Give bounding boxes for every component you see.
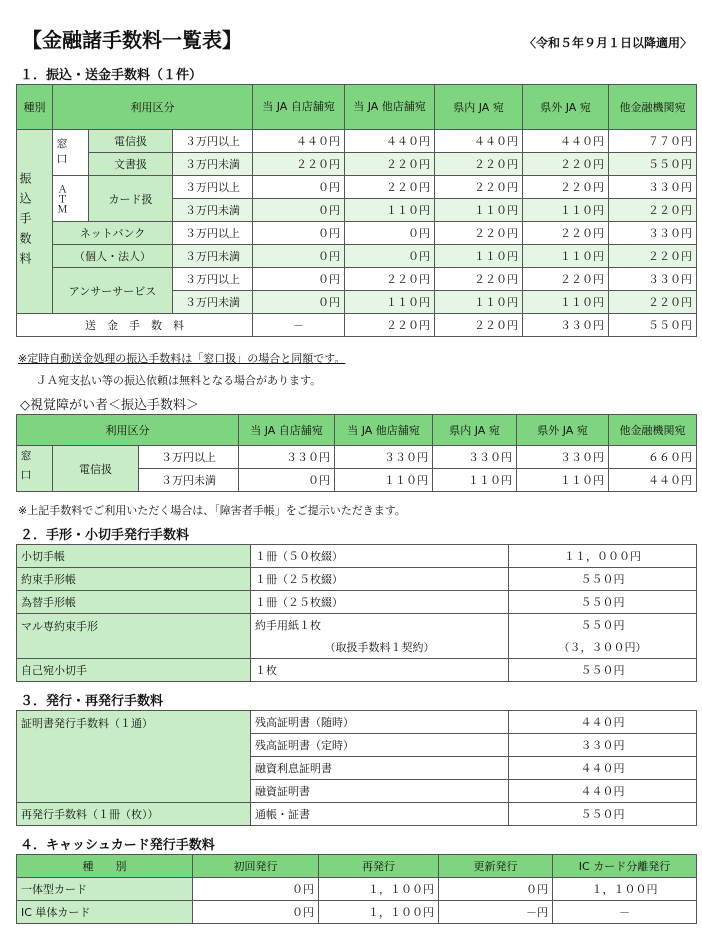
issuance-fee-table bbox=[16, 710, 697, 826]
col-header-other-branch: 当 JA 他店舗宛 bbox=[335, 415, 433, 446]
row-amount: ３万円以上 bbox=[139, 446, 239, 469]
col-header-prefecture-ja: 県内 JA 宛 bbox=[433, 415, 517, 446]
row-amount: ３万円未満 bbox=[173, 199, 253, 222]
row-sub: ネットバンク bbox=[53, 222, 173, 245]
fee-cell: ５５０円 bbox=[609, 314, 697, 337]
fee-cell: ３３０円 bbox=[433, 446, 517, 469]
fee-cell: ０円 bbox=[253, 291, 345, 314]
fee-cell: ０円 bbox=[345, 222, 435, 245]
row-sub: アンサーサービス bbox=[53, 268, 173, 314]
counter-label: 窓口 bbox=[55, 137, 68, 168]
row-amount: ３万円未満 bbox=[173, 291, 253, 314]
fee-cell: １，１００円 bbox=[319, 878, 439, 901]
item-desc: 通帳・証書 bbox=[251, 803, 509, 826]
row-sub: 電信扱 bbox=[89, 130, 173, 153]
fee-cell: ６６０円 bbox=[609, 446, 697, 469]
fee-cell: ２２０円 bbox=[345, 176, 435, 199]
col-header-initial: 初回発行 bbox=[193, 855, 319, 878]
fee-cell: ２２０円 bbox=[345, 268, 435, 291]
counter-cell bbox=[53, 130, 89, 176]
fee-cell: ３３０円 bbox=[335, 446, 433, 469]
fee-cell: ２２０円 bbox=[523, 176, 609, 199]
fee-cell: ２２０円 bbox=[435, 268, 523, 291]
fee-cell: ０円 bbox=[253, 245, 345, 268]
row-sub: （個人・法人） bbox=[53, 245, 173, 268]
fee-cell: － bbox=[253, 314, 345, 337]
fee-cell: １１０円 bbox=[345, 291, 435, 314]
item-desc: １枚 bbox=[251, 659, 509, 682]
bill-check-fee-table bbox=[16, 544, 697, 682]
fee-cell: ２２０円 bbox=[609, 199, 697, 222]
item-desc: 融資証明書 bbox=[251, 780, 509, 803]
item-desc: １冊（２５枚綴） bbox=[251, 568, 509, 591]
fee-cell: １１０円 bbox=[435, 291, 523, 314]
col-header-ic-separate: IC カード分離発行 bbox=[553, 855, 697, 878]
fee-cell: １１０円 bbox=[523, 245, 609, 268]
item-name: 再発行手数料（１冊（枚）） bbox=[17, 803, 251, 826]
cash-card-fee-table bbox=[16, 854, 697, 924]
fee-cell: ０円 bbox=[253, 222, 345, 245]
counter-label: 窓口 bbox=[19, 449, 32, 488]
item-name: 小切手帳 bbox=[17, 545, 251, 568]
fee-cell: １１０円 bbox=[335, 469, 433, 492]
fee-cell: ０円 bbox=[345, 245, 435, 268]
row-amount: ３万円未満 bbox=[173, 153, 253, 176]
type-label: 振込手数料 bbox=[18, 171, 32, 272]
item-desc: 残高証明書（随時） bbox=[251, 711, 509, 734]
card-type: IC 単体カード bbox=[17, 901, 193, 924]
visually-impaired-fee-table bbox=[16, 414, 697, 492]
fee-cell: ２２０円 bbox=[523, 268, 609, 291]
atm-cell bbox=[53, 176, 89, 222]
fee-cell: ２２０円 bbox=[435, 176, 523, 199]
fee-cell: ３３０円 bbox=[239, 446, 335, 469]
note-disability-card: ※上記手数料でご利用いただく場合は、「障害者手帳」をご提示いただきます。 bbox=[18, 504, 406, 517]
fee-cell: － bbox=[553, 901, 697, 924]
fee-cell: ４４０円 bbox=[435, 130, 523, 153]
fee-cell: ２２０円 bbox=[435, 314, 523, 337]
fee-cell: ３３０円 bbox=[609, 222, 697, 245]
item-fee: ５５０円 bbox=[509, 568, 697, 591]
fee-cell: １，１００円 bbox=[553, 878, 697, 901]
effective-date: 〈令和５年９月１日以降適用〉 bbox=[523, 36, 692, 50]
item-desc: １冊（５０枚綴） bbox=[251, 545, 509, 568]
item-fee: ４４０円 bbox=[509, 711, 697, 734]
item-name: 約束手形帳 bbox=[17, 568, 251, 591]
col-header-type: 種別 bbox=[17, 85, 53, 130]
fee-cell: －円 bbox=[439, 901, 553, 924]
fee-cell: １１０円 bbox=[345, 199, 435, 222]
fee-cell: ２２０円 bbox=[523, 153, 609, 176]
fee-cell: １１０円 bbox=[517, 469, 609, 492]
col-header-renewal: 更新発行 bbox=[439, 855, 553, 878]
col-header-usage: 利用区分 bbox=[53, 85, 253, 130]
atm-label: ＡＴＭ bbox=[55, 183, 66, 214]
fee-cell: １１０円 bbox=[523, 291, 609, 314]
fee-cell: ３３０円 bbox=[609, 268, 697, 291]
counter-cell bbox=[17, 446, 53, 492]
fee-cell: ４４０円 bbox=[253, 130, 345, 153]
item-fee: ４４０円 bbox=[509, 780, 697, 803]
fee-cell: ３３０円 bbox=[609, 176, 697, 199]
item-fee: ３３０円 bbox=[509, 734, 697, 757]
fee-cell: ４４０円 bbox=[523, 130, 609, 153]
item-desc: 融資利息証明書 bbox=[251, 757, 509, 780]
item-name: 自己宛小切手 bbox=[17, 659, 251, 682]
row-sub: カード扱 bbox=[89, 176, 173, 222]
col-header-prefecture-ja: 県内 JA 宛 bbox=[435, 85, 523, 130]
fee-cell: ０円 bbox=[439, 878, 553, 901]
note-scheduled-transfer: ※定時自動送金処理の振込手数料は「窓口扱」の場合と同額です。 bbox=[18, 352, 346, 365]
fee-cell: ２２０円 bbox=[345, 314, 435, 337]
col-header-other-pref-ja: 県外 JA 宛 bbox=[523, 85, 609, 130]
fee-cell: １１０円 bbox=[435, 245, 523, 268]
type-label-cell bbox=[17, 130, 53, 314]
fee-cell: ２２０円 bbox=[609, 245, 697, 268]
fee-cell: ２２０円 bbox=[609, 291, 697, 314]
col-header-other-bank: 他金融機関宛 bbox=[609, 85, 697, 130]
fee-cell: ５５０円 bbox=[609, 153, 697, 176]
row-amount: ３万円未満 bbox=[139, 469, 239, 492]
fee-cell: ２２０円 bbox=[435, 153, 523, 176]
fee-cell: ２２０円 bbox=[345, 153, 435, 176]
col-header-other-pref-ja: 県外 JA 宛 bbox=[517, 415, 609, 446]
card-type: 一体型カード bbox=[17, 878, 193, 901]
item-name: マル専約束手形 bbox=[17, 614, 251, 659]
fee-cell: ４４０円 bbox=[609, 469, 697, 492]
fee-cell: ３３０円 bbox=[523, 314, 609, 337]
row-amount: ３万円以上 bbox=[173, 222, 253, 245]
fee-cell: １１０円 bbox=[523, 199, 609, 222]
fee-cell: １１０円 bbox=[435, 199, 523, 222]
remittance-label: 送 金 手 数 料 bbox=[17, 314, 253, 337]
col-header-own-branch: 当 JA 自店舗宛 bbox=[239, 415, 335, 446]
col-header-usage: 利用区分 bbox=[17, 415, 239, 446]
item-desc: 約手用紙１枚 bbox=[251, 614, 509, 637]
row-sub: 文書扱 bbox=[89, 153, 173, 176]
section-4-heading: ４．キャッシュカード発行手数料 bbox=[20, 838, 215, 853]
fee-cell: ７７０円 bbox=[609, 130, 697, 153]
item-fee: ５５０円 bbox=[509, 659, 697, 682]
row-amount: ３万円未満 bbox=[173, 245, 253, 268]
fee-cell: １，１００円 bbox=[319, 901, 439, 924]
section-visually-impaired-heading: ◇視覚障がい者＜振込手数料＞ bbox=[20, 398, 199, 413]
certificate-label: 証明書発行手数料（１通） bbox=[17, 711, 251, 803]
row-amount: ３万円以上 bbox=[173, 176, 253, 199]
section-2-heading: ２．手形・小切手発行手数料 bbox=[20, 528, 190, 543]
fee-cell: ０円 bbox=[193, 901, 319, 924]
item-desc: １冊（２５枚綴） bbox=[251, 591, 509, 614]
item-fee: （３，３００円） bbox=[509, 636, 697, 659]
fee-cell: ２２０円 bbox=[253, 153, 345, 176]
item-fee: ５５０円 bbox=[509, 614, 697, 637]
transfer-fee-table bbox=[16, 84, 697, 337]
row-amount: ３万円以上 bbox=[173, 130, 253, 153]
item-desc: （取扱手数料１契約） bbox=[251, 636, 509, 659]
fee-cell: ３３０円 bbox=[517, 446, 609, 469]
fee-cell: ０円 bbox=[253, 199, 345, 222]
fee-cell: ４４０円 bbox=[345, 130, 435, 153]
col-header-reissue: 再発行 bbox=[319, 855, 439, 878]
fee-cell: ０円 bbox=[253, 268, 345, 291]
item-fee: ５５０円 bbox=[509, 591, 697, 614]
col-header-type: 種 別 bbox=[17, 855, 193, 878]
item-desc: 残高証明書（定時） bbox=[251, 734, 509, 757]
fee-cell: １１０円 bbox=[433, 469, 517, 492]
row-sub: 電信扱 bbox=[53, 446, 139, 492]
item-name: 為替手形帳 bbox=[17, 591, 251, 614]
note-ja-free: ＪＡ宛支払い等の振込依頼は無料となる場合があります。 bbox=[36, 374, 322, 387]
fee-cell: ２２０円 bbox=[523, 222, 609, 245]
fee-cell: ０円 bbox=[193, 878, 319, 901]
col-header-other-bank: 他金融機関宛 bbox=[609, 415, 697, 446]
item-fee: ５５０円 bbox=[509, 803, 697, 826]
col-header-other-branch: 当 JA 他店舗宛 bbox=[345, 85, 435, 130]
fee-cell: ０円 bbox=[253, 176, 345, 199]
section-1-heading: １．振込・送金手数料（１件） bbox=[20, 68, 203, 83]
fee-cell: ０円 bbox=[239, 469, 335, 492]
section-3-heading: ３．発行・再発行手数料 bbox=[20, 694, 164, 709]
row-amount: ３万円以上 bbox=[173, 268, 253, 291]
item-fee: ４４０円 bbox=[509, 757, 697, 780]
item-fee: １１，０００円 bbox=[509, 545, 697, 568]
fee-cell: ２２０円 bbox=[435, 222, 523, 245]
col-header-own-branch: 当 JA 自店舗宛 bbox=[253, 85, 345, 130]
page-title: 【金融諸手数料一覧表】 bbox=[22, 28, 242, 52]
